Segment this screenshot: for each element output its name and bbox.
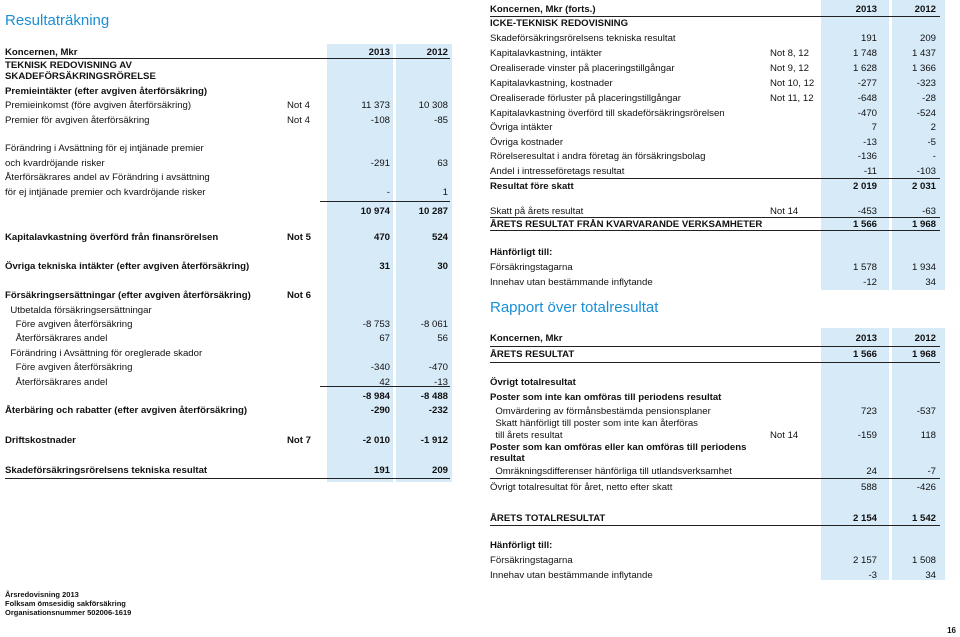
value-2013: 2013 bbox=[855, 333, 877, 344]
value-2013: 1 566 bbox=[852, 219, 877, 230]
row-label: TEKNISK REDOVISNING AV bbox=[5, 60, 132, 71]
statement-row bbox=[5, 99, 450, 113]
statement-row bbox=[5, 142, 450, 156]
footer bbox=[5, 590, 131, 617]
value-2012: 2 bbox=[930, 122, 936, 133]
value-2012: 209 bbox=[919, 33, 936, 44]
value-2013: 1 566 bbox=[852, 349, 877, 360]
value-2012: -232 bbox=[428, 405, 448, 416]
statement-row bbox=[5, 304, 450, 318]
value-2012: 524 bbox=[431, 232, 448, 243]
value-2013: 2 019 bbox=[852, 181, 877, 192]
footer-report-name: Årsredovisning 2013 bbox=[5, 590, 79, 599]
value-2013: 1 628 bbox=[852, 63, 877, 74]
statement-row bbox=[5, 70, 450, 84]
row-label: Återbäring och rabatter (efter avgiven återförsäkring) bbox=[5, 405, 248, 416]
statement-row bbox=[490, 348, 940, 362]
row-label: Övriga tekniska intäkter (efter avgiven återförsäkring) bbox=[5, 261, 250, 272]
value-2013: -8 753 bbox=[362, 319, 390, 330]
statement-row bbox=[490, 246, 940, 260]
statement-row bbox=[490, 539, 940, 553]
row-label: Kapitalavkastning överförd från finansrörelsen bbox=[5, 232, 219, 243]
value-2012: 2012 bbox=[426, 47, 448, 58]
value-2012: 1 508 bbox=[911, 555, 936, 566]
row-label: Återförsäkrares andel bbox=[5, 377, 108, 388]
statement-row bbox=[5, 231, 450, 245]
row-label: Poster som inte kan omföras till periodens resultat bbox=[490, 392, 722, 403]
statement-row bbox=[490, 554, 940, 568]
value-2012: 56 bbox=[437, 333, 448, 344]
value-2013: 1 578 bbox=[852, 262, 877, 273]
value-2013: -2 010 bbox=[362, 435, 390, 446]
divider bbox=[490, 362, 940, 363]
value-2013: -136 bbox=[857, 151, 877, 162]
statement-row bbox=[490, 376, 940, 390]
row-label: Utbetalda försäkringsersättningar bbox=[5, 305, 152, 316]
value-2013: 2 157 bbox=[852, 555, 877, 566]
statement-row bbox=[490, 3, 940, 17]
value-2013: -159 bbox=[857, 430, 877, 441]
value-2012: 209 bbox=[431, 465, 448, 476]
value-2012: -13 bbox=[434, 377, 448, 388]
value-2013: 470 bbox=[373, 232, 390, 243]
statement-row bbox=[490, 452, 940, 466]
statement-row bbox=[5, 46, 450, 60]
row-label: Skadeförsäkringsrörelsens tekniska resultat bbox=[5, 465, 208, 476]
row-label: Övrigt totalresultat för året, netto efter skatt bbox=[490, 482, 673, 493]
value-2012: - bbox=[932, 151, 936, 162]
statement-row bbox=[490, 32, 940, 46]
row-label: Andel i intresseföretags resultat bbox=[490, 166, 625, 177]
row-label: Skadeförsäkringsrörelsens tekniska resultat bbox=[490, 33, 676, 44]
row-label: Premieinkomst (före avgiven återförsäkring) bbox=[5, 100, 192, 111]
value-2013: 11 373 bbox=[361, 100, 390, 111]
note-ref: Not 4 bbox=[287, 115, 310, 126]
row-label: Försäkringstagarna bbox=[490, 262, 573, 273]
row-label: Hänförligt till: bbox=[490, 540, 553, 551]
row-label: Rörelseresultat i andra företag än försäkringsbolag bbox=[490, 151, 706, 162]
footer-org-number: Organisationsnummer 502006-1619 bbox=[5, 608, 132, 617]
row-label: Övriga kostnader bbox=[490, 137, 564, 148]
statement-row bbox=[5, 114, 450, 128]
note-ref: Not 6 bbox=[287, 290, 311, 301]
row-label: Orealiserade förluster på placeringstillgångar bbox=[490, 93, 681, 104]
value-2012: 2 031 bbox=[911, 181, 936, 192]
value-2012: -323 bbox=[916, 78, 936, 89]
statement-row bbox=[490, 218, 940, 232]
value-2013: 24 bbox=[866, 466, 877, 477]
value-2013: -277 bbox=[857, 78, 877, 89]
statement-row bbox=[490, 121, 940, 135]
value-2012: 1 934 bbox=[911, 262, 936, 273]
value-2012: 118 bbox=[920, 430, 936, 441]
row-label: Återförsäkrares andel av Förändring i avsättning bbox=[5, 172, 210, 183]
statement-row bbox=[490, 465, 940, 479]
row-label: Övriga intäkter bbox=[490, 122, 553, 133]
row-label: Poster som kan omföras eller kan omföras till periodens bbox=[490, 442, 747, 453]
statement-row bbox=[5, 390, 450, 404]
value-2012: -470 bbox=[428, 362, 448, 373]
row-label: Koncernen, Mkr (forts.) bbox=[490, 4, 596, 15]
value-2012: -8 488 bbox=[420, 391, 448, 402]
divider bbox=[320, 201, 450, 202]
value-2013: -290 bbox=[370, 405, 390, 416]
value-2012: -7 bbox=[927, 466, 936, 477]
row-label: resultat bbox=[490, 453, 525, 464]
divider bbox=[490, 346, 940, 347]
note-ref: Not 8, 12 bbox=[770, 48, 809, 59]
value-2012: 1 366 bbox=[911, 63, 936, 74]
statement-row bbox=[5, 361, 450, 375]
value-2012: -537 bbox=[916, 406, 936, 417]
row-label: ICKE-TEKNISK REDOVISNING bbox=[490, 18, 629, 29]
row-label: SKADEFÖRSÄKRINGSRÖRELSE bbox=[5, 71, 156, 82]
statement-row bbox=[5, 318, 450, 332]
statement-row bbox=[5, 260, 450, 274]
statement-row bbox=[490, 165, 940, 179]
row-label: för ej intjänade premier och kvardröjande risker bbox=[5, 187, 206, 198]
statement-row bbox=[490, 180, 940, 194]
row-label: ÅRETS RESULTAT FRÅN KVARVARANDE VERKSAMHETER bbox=[490, 219, 763, 230]
value-2013: -340 bbox=[370, 362, 390, 373]
statement-row bbox=[490, 332, 940, 346]
statement-row bbox=[490, 136, 940, 150]
value-2013: -13 bbox=[863, 137, 877, 148]
value-2013: 2013 bbox=[855, 4, 877, 15]
statement-row bbox=[490, 512, 940, 526]
value-2012: -426 bbox=[916, 482, 936, 493]
page-number: 16 bbox=[947, 626, 956, 635]
row-label: Skatt på årets resultat bbox=[490, 206, 584, 217]
value-2013: - bbox=[386, 187, 390, 198]
value-2013: -648 bbox=[857, 93, 877, 104]
note-ref: Not 9, 12 bbox=[770, 63, 809, 74]
value-2012: 2012 bbox=[914, 333, 936, 344]
value-2012: 1 968 bbox=[911, 349, 936, 360]
row-label: Före avgiven återförsäkring bbox=[5, 362, 133, 373]
row-label: Återförsäkrares andel bbox=[5, 333, 108, 344]
row-label: Försäkringstagarna bbox=[490, 555, 573, 566]
row-label: Omvärdering av förmånsbestämda pensionsplaner bbox=[490, 406, 711, 417]
value-2013: 2 154 bbox=[852, 513, 877, 524]
value-2012: -524 bbox=[916, 108, 936, 119]
row-label: Hänförligt till: bbox=[490, 247, 553, 258]
value-2013: 1 748 bbox=[852, 48, 877, 59]
row-label: Kapitalavkastning, kostnader bbox=[490, 78, 613, 89]
row-label: Resultat före skatt bbox=[490, 181, 574, 192]
value-2012: -5 bbox=[927, 137, 936, 148]
statement-row bbox=[490, 205, 940, 219]
section-title: Rapport över totalresultat bbox=[490, 299, 659, 316]
row-label: ÅRETS TOTALRESULTAT bbox=[490, 513, 606, 524]
row-label: och kvardröjande risker bbox=[5, 158, 105, 169]
value-2013: -8 984 bbox=[362, 391, 390, 402]
statement-row bbox=[5, 157, 450, 171]
value-2013: -11 bbox=[863, 166, 877, 177]
value-2013: 67 bbox=[379, 333, 390, 344]
statement-row bbox=[490, 47, 940, 61]
statement-row bbox=[5, 434, 450, 448]
value-2012: 2012 bbox=[914, 4, 936, 15]
note-ref: Not 10, 12 bbox=[770, 78, 815, 89]
value-2013: 7 bbox=[871, 122, 877, 133]
statement-row bbox=[490, 77, 940, 91]
value-2013: 191 bbox=[373, 465, 390, 476]
value-2013: -453 bbox=[857, 206, 877, 217]
statement-row bbox=[5, 376, 450, 390]
row-label: Kapitalavkastning, intäkter bbox=[490, 48, 602, 59]
note-ref: Not 4 bbox=[287, 100, 310, 111]
row-label: Omräkningsdifferenser hänförliga till utlandsverksamhet bbox=[490, 466, 732, 477]
row-label: Orealiserade vinster på placeringstillgångar bbox=[490, 63, 675, 74]
statement-row bbox=[5, 332, 450, 346]
value-2013: -470 bbox=[857, 108, 877, 119]
row-label: ÅRETS RESULTAT bbox=[490, 349, 575, 360]
value-2012: 34 bbox=[925, 277, 936, 288]
statement-row bbox=[490, 62, 940, 76]
value-2012: 10 308 bbox=[418, 100, 448, 111]
value-2013: 42 bbox=[379, 377, 390, 388]
value-2013: 31 bbox=[379, 261, 390, 272]
row-label: Premieintäkter (efter avgiven återförsäkring) bbox=[5, 86, 208, 97]
value-2013: 191 bbox=[860, 33, 877, 44]
value-2012: -103 bbox=[916, 166, 936, 177]
row-label: Innehav utan bestämmande inflytande bbox=[490, 570, 653, 581]
note-ref: Not 11, 12 bbox=[770, 93, 814, 104]
statement-row bbox=[5, 85, 450, 99]
note-ref: Not 7 bbox=[287, 435, 311, 446]
value-2012: 63 bbox=[437, 158, 448, 169]
value-2012: -8 061 bbox=[420, 319, 448, 330]
row-label: Innehav utan bestämmande inflytande bbox=[490, 277, 653, 288]
row-label: Försäkringsersättningar (efter avgiven återförsäkring) bbox=[5, 290, 251, 301]
statement-row bbox=[490, 92, 940, 106]
statement-row bbox=[5, 171, 450, 185]
value-2012: 1 968 bbox=[911, 219, 936, 230]
statement-row bbox=[5, 205, 450, 219]
note-ref: Not 5 bbox=[287, 232, 311, 243]
footer-company-name: Folksam ömsesidig sakförsäkring bbox=[5, 599, 126, 608]
value-2012: 1 bbox=[442, 187, 448, 198]
value-2013: 588 bbox=[860, 482, 877, 493]
value-2012: -85 bbox=[434, 115, 448, 126]
value-2013: 10 974 bbox=[360, 206, 390, 217]
statement-row bbox=[5, 464, 450, 478]
row-label: Övrigt totalresultat bbox=[490, 377, 576, 388]
value-2013: -291 bbox=[370, 158, 390, 169]
note-ref: Not 14 bbox=[770, 430, 799, 441]
row-label: till årets resultat bbox=[490, 430, 563, 441]
value-2013: -3 bbox=[868, 570, 877, 581]
value-2013: -108 bbox=[370, 115, 390, 126]
statement-row bbox=[5, 404, 450, 418]
statement-row bbox=[490, 276, 940, 290]
value-2012: 1 542 bbox=[911, 513, 936, 524]
row-label: Koncernen, Mkr bbox=[5, 47, 78, 58]
comprehensive-income-panel bbox=[485, 0, 945, 637]
value-2012: 10 287 bbox=[418, 206, 448, 217]
value-2013: -12 bbox=[863, 277, 877, 288]
divider bbox=[5, 478, 450, 479]
row-label: Förändring i Avsättning för oreglerade skador bbox=[5, 348, 203, 359]
statement-row bbox=[490, 391, 940, 405]
row-label: Kapitalavkastning överförd till skadeförsäkringsrörelsen bbox=[490, 108, 725, 119]
value-2012: 34 bbox=[925, 570, 936, 581]
row-label: Före avgiven återförsäkring bbox=[5, 319, 133, 330]
page-title: Resultaträkning bbox=[5, 12, 110, 29]
statement-row bbox=[490, 481, 940, 495]
row-label: Koncernen, Mkr bbox=[490, 333, 563, 344]
row-label: Förändring i Avsättning för ej intjänade premier bbox=[5, 143, 204, 154]
statement-row bbox=[490, 107, 940, 121]
statement-row bbox=[490, 261, 940, 275]
row-label: Premier för avgiven återförsäkring bbox=[5, 115, 150, 126]
value-2013: 2013 bbox=[368, 47, 390, 58]
row-label: Skatt hänförligt till poster som inte kan återföras bbox=[490, 418, 698, 429]
row-label: Driftskostnader bbox=[5, 435, 76, 446]
statement-row bbox=[490, 150, 940, 164]
statement-row bbox=[490, 569, 940, 583]
statement-row bbox=[5, 186, 450, 200]
value-2012: 1 437 bbox=[911, 48, 936, 59]
income-statement-panel bbox=[0, 0, 455, 637]
value-2012: 30 bbox=[437, 261, 448, 272]
statement-row bbox=[5, 347, 450, 361]
value-2012: -63 bbox=[922, 206, 936, 217]
note-ref: Not 14 bbox=[770, 206, 799, 217]
value-2012: -1 912 bbox=[420, 435, 448, 446]
value-2012: -28 bbox=[922, 93, 936, 104]
statement-row bbox=[490, 17, 940, 31]
statement-row bbox=[5, 289, 450, 303]
value-2013: 723 bbox=[860, 406, 877, 417]
